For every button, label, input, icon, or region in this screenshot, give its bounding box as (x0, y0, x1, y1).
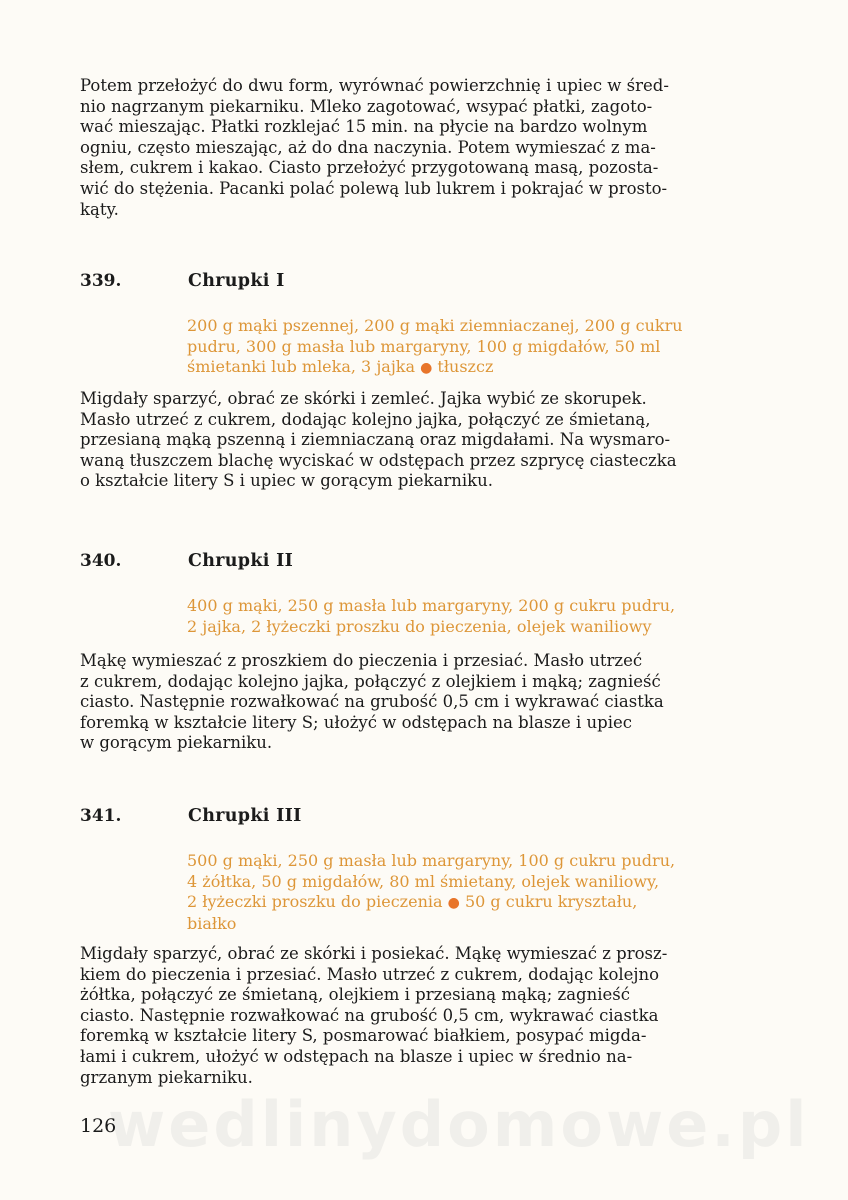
recipe-title: Chrupki II (188, 551, 294, 571)
recipe-341-ingredients (187, 851, 773, 934)
recipe-number: 339. (80, 271, 122, 291)
recipe-341-method: Migdały sparzyć, obrać ze skórki i posiekać. Mąkę wymieszać z prosz- kiem do pieczenia i przesiać. Masło utrzeć z cukrem, dodając kolejno żółtka, połączyć ze śmietaną, olejkiem i przesianą mąką; zagnieść ciasto. Następnie rozwałkować na grubość 0,5 cm, wykrawać ciastka foremką w kształcie litery S, posmarować białkiem, posypać migda- łami i cukrem, ułożyć w odstępach na blasze i upiec w średnio na- grzanym piekarniku. (80, 944, 668, 1087)
page-number: 126 (80, 1115, 117, 1137)
intro-paragraph: Potem przełożyć do dwu form, wyrównać powierzchnię i upiec w śred- nio nagrzanym piekarniku. Mleko zagotować, wsypać płatki, zagoto- wać mieszając. Płatki rozklejać 15 min. na płycie na bardzo wolnym ogniu, często mieszając, aż do dna naczynia. Potem wymieszać z ma- słem, cukrem i kakao. Ciasto przełożyć przygotowaną masą, pozosta- wić do stężenia. Pacanki polać polewą lub lukrem i pokrajać w prosto- kąty. (80, 76, 669, 219)
recipe-number: 341. (80, 806, 122, 826)
recipe-339-heading (80, 271, 770, 295)
recipe-340-ingredients: 400 g mąki, 250 g masła lub margaryny, 200 g cukru pudru, 2 jajka, 2 łyżeczki proszku do pieczenia, olejek waniliowy (187, 596, 676, 636)
watermark: wedlinydomowe.pl (108, 1088, 810, 1161)
recipe-339-method: Migdały sparzyć, obrać ze skórki i zemleć. Jajka wybić ze skorupek. Masło utrzeć z cukrem, dodając kolejno jajka, połączyć ze śmietaną, przesianą mąką pszenną i ziemniaczaną oraz migdałami. Na wysmaro- waną tłuszczem blachę wyciskać w odstępach przez szprycę ciasteczka o kształcie litery S i upiec w gorącym piekarniku. (80, 389, 677, 491)
recipe-340-heading (80, 551, 770, 575)
ingredients-main: 200 g mąki pszennej, 200 g mąki ziemniaczanej, 200 g cukru pudru, 300 g masła lub margaryny, 100 g migdałów, 50 ml śmietanki lub mleka, 3 jajka (187, 316, 683, 377)
recipe-title: Chrupki III (188, 806, 302, 826)
recipe-341-heading (80, 806, 770, 830)
ingredients-extra: 50 g cukru kryształu, białko (187, 892, 638, 933)
recipe-title: Chrupki I (188, 271, 285, 291)
ingredients-main: 500 g mąki, 250 g masła lub margaryny, 100 g cukru pudru, 4 żółtka, 50 g migdałów, 80 ml śmietany, olejek waniliowy, 2 łyżeczki proszku do pieczenia (187, 851, 676, 912)
bullet-icon: ● (447, 895, 460, 912)
recipe-339-ingredients (187, 316, 773, 379)
ingredients-extra: tłuszcz (437, 357, 494, 377)
recipe-number: 340. (80, 551, 122, 571)
bullet-icon: ● (420, 360, 433, 377)
recipe-340-method: Mąkę wymieszać z proszkiem do pieczenia i przesiać. Masło utrzeć z cukrem, dodając kolejno jajka, połączyć z olejkiem i mąką; zagnieść ciasto. Następnie rozwałkować na grubość 0,5 cm i wykrawać ciastka foremką w kształcie litery S; ułożyć w odstępach na blasze i upiec w gorącym piekarniku. (80, 651, 664, 753)
